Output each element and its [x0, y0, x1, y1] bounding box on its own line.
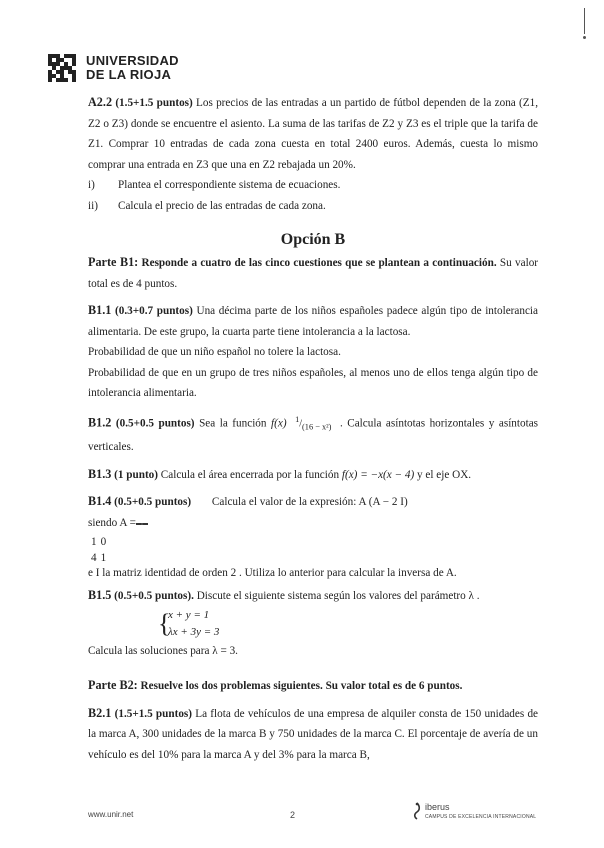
fraction: $^1/_{(16 - x^2)}$ [295, 414, 332, 431]
question-points: (1 punto) [114, 468, 158, 481]
question-b1-5-post: Calcula las soluciones para λ = 3. [88, 644, 238, 657]
question-text: Sea la función [199, 417, 267, 429]
logo-subtitle: CAMPUS DE EXCELENCIA INTERNACIONAL [425, 814, 537, 820]
equation-system [158, 607, 538, 641]
qr-code-icon [48, 54, 76, 82]
equation-2: λx + 3y = 3 [168, 625, 220, 638]
university-line-1: UNIVERSIDAD [86, 53, 179, 68]
question-b1-2 [88, 410, 538, 458]
question-text: Calcula el área encerrada por la función [160, 468, 340, 481]
matrix-cell: 0 [100, 536, 107, 549]
question-points: (1.5+1.5 puntos) [114, 707, 192, 720]
matrix-cell: 4 [91, 552, 97, 565]
question-points: (1.5+1.5 puntos) [115, 97, 193, 109]
question-text-post: . Calcula asíntotas horizontales y asíntotas verticales. [88, 417, 539, 454]
list-item [88, 175, 538, 196]
list-text: Plantea el correspondiente sistema de ecuaciones. [118, 179, 341, 191]
parte-b2-intro [88, 675, 538, 697]
question-text: Los precios de las entradas a un partido de fútbol dependen de la zona (Z1, Z2 o Z3) donde se encuentre el asiento. La suma de las tarifas de Z2 y Z3 es el triple que la tarifa de Z1. Comprar 10 entradas de cada zona cuesta en total 2400 euros. Además, cuesta lo mismo comprar una entrada en Z3 que una en Z2 rebajada un 20%. [88, 97, 538, 171]
question-b2-1 [88, 703, 538, 766]
footer-url: www.unir.net [88, 810, 134, 819]
list-number: i) [88, 179, 95, 191]
question-label: A2.2 [88, 95, 113, 109]
question-text: Calcula el valor de la expresión: A (A − 2 I) [211, 496, 408, 509]
equation-1: { x + y = 1 [168, 608, 210, 621]
question-points: (0.5+0.5 puntos) [114, 496, 192, 509]
question-points: (0.3+0.7 puntos) [115, 305, 193, 317]
question-b1-3 [88, 464, 538, 486]
question-label: B1.1 [88, 303, 112, 317]
question-text-post: y el eje OX. [417, 468, 472, 481]
question-text: Discute el siguiente sistema según los valores del parámetro λ . [196, 590, 480, 603]
fraction-denominator: (16 − x²) [302, 421, 332, 431]
question-b1-4 [88, 491, 538, 513]
question-label: B1.2 [88, 415, 112, 429]
question-points: (0.5+0.5 puntos). [114, 590, 194, 603]
page-footer [0, 802, 604, 836]
question-text-post: e I la matriz identidad de orden 2 . Utiliza lo anterior para calcular la inversa de A. [88, 567, 457, 580]
page-number: 2 [290, 810, 296, 820]
exam-content [88, 92, 538, 765]
university-line-2: DE LA RIOJA [86, 67, 172, 82]
function-name: f(x) [271, 417, 287, 429]
matrix-cell: 1 [100, 552, 107, 565]
list-number: ii) [88, 199, 98, 212]
matrix-cell: 1 [91, 536, 97, 549]
question-a2-2 [88, 92, 538, 175]
iberus-logo-icon [412, 802, 422, 820]
fraction-numerator: 1 [295, 414, 300, 424]
question-text: Una décima parte de los niños españoles padece algún tipo de intolerancia alimentaria. De este grupo, la cuarta parte tiene intolerancia a la lactosa. [88, 305, 538, 338]
list-item [88, 196, 538, 217]
section-label: Parte B1: [88, 255, 139, 269]
matrix-intro: siendo A = [88, 516, 136, 529]
university-name [86, 54, 179, 82]
page-header [48, 50, 179, 86]
margin-dot [583, 36, 586, 39]
question-label: B1.3 [88, 466, 112, 481]
function-formula: f(x) = −x(x − 4) [341, 468, 415, 481]
section-value: Su valor total es de 4 puntos. [88, 257, 539, 290]
section-intro: Responde a cuatro de las cinco cuestiones que se plantean a continuación. [141, 257, 497, 269]
question-b1-4-matrix-line [88, 513, 538, 534]
question-b1-1-part-b: Probabilidad de que en un grupo de tres niños españoles, al menos uno de ellos tenga algún tipo de intolerancia alimentaria. [88, 366, 538, 399]
list-text: Calcula el precio de las entradas de cada zona. [118, 199, 326, 212]
question-b1-1-part-a: Probabilidad de que un niño español no tolere la lactosa. [88, 346, 341, 358]
option-b-title: Opción B [280, 231, 346, 248]
margin-mark [584, 8, 585, 34]
question-text: La flota de vehículos de una empresa de alquiler consta de 150 unidades de la marca A, 300 unidades de la marca B y 750 unidades de la marca C. El porcentaje de avería de un vehículo es del 10% para la marca A y del 3% para la marca B, [88, 707, 539, 761]
question-points: (0.5+0.5 puntos) [115, 417, 195, 429]
question-label: B1.4 [88, 494, 112, 509]
question-b1-1 [88, 300, 538, 342]
section-intro: Resuelve los dos problemas siguientes. Su valor total es de 6 puntos. [140, 680, 463, 693]
iberus-logo [412, 802, 536, 822]
question-b1-5 [88, 585, 538, 607]
section-label: Parte B2: [88, 678, 138, 693]
question-label: B1.5 [88, 588, 112, 603]
logo-title: iberus [425, 802, 450, 812]
question-label: B2.1 [88, 705, 112, 720]
parte-b1-intro [88, 252, 538, 294]
